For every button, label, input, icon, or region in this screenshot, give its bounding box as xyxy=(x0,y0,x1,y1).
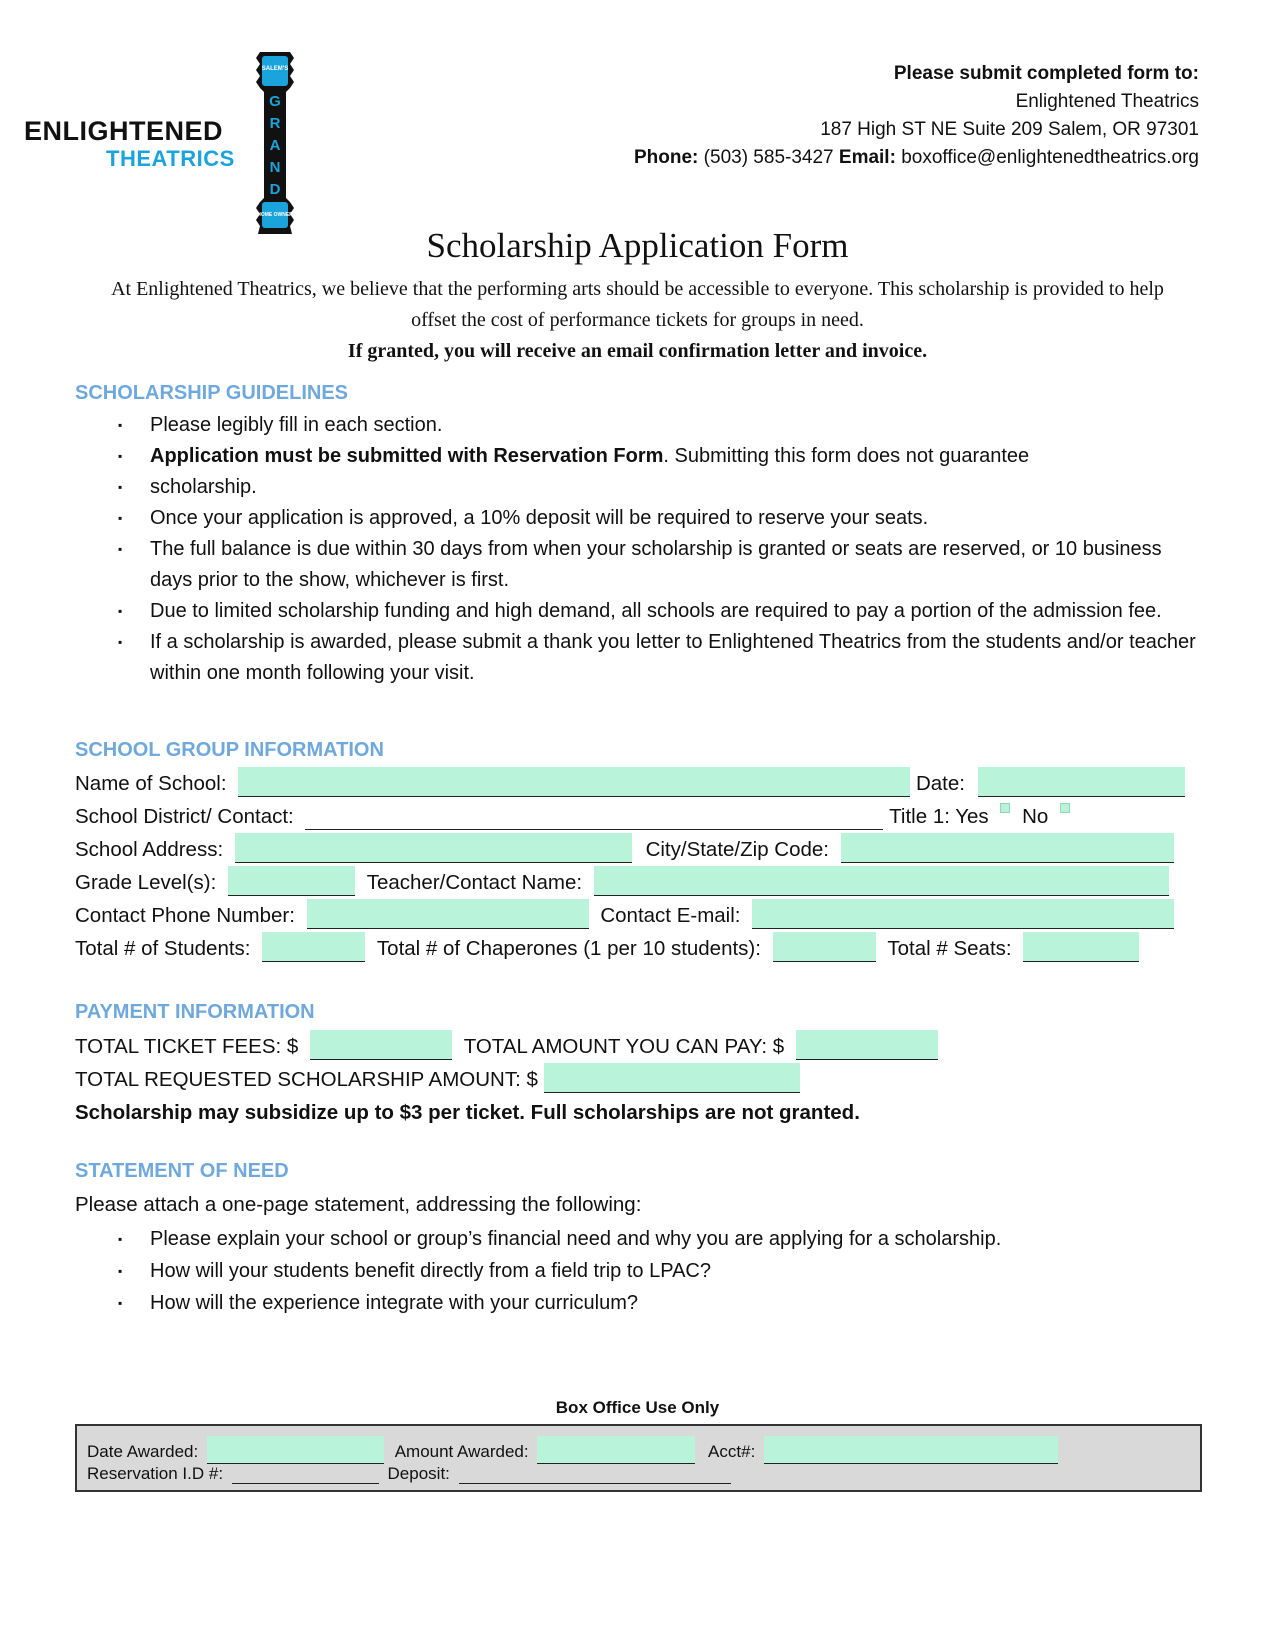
deposit-field[interactable] xyxy=(459,1462,731,1484)
row-fees xyxy=(75,1033,938,1061)
amount-awarded-label: Amount Awarded: xyxy=(394,1442,529,1461)
list-item: ▪ The full balance is due within 30 days from when your scholarship is granted or seats are reserved, or 10 business days prior to the show, whichever is first. xyxy=(118,534,1208,596)
teacher-label: Teacher/Contact Name: xyxy=(366,871,583,894)
list-item: ▪ How will the experience integrate with your curriculum? xyxy=(118,1287,1208,1319)
reservation-id-field[interactable] xyxy=(232,1462,379,1484)
contact-phone: (503) 585-3427 xyxy=(703,147,834,168)
school-name-field[interactable] xyxy=(238,767,910,797)
list-item: ▪ Please explain your school or group’s financial need and why you are applying for a scholarship. xyxy=(118,1223,1208,1255)
seats-label: Total # Seats: xyxy=(887,937,1012,960)
seats-field[interactable] xyxy=(1023,932,1139,962)
need-heading: STATEMENT OF NEED xyxy=(75,1160,289,1182)
can-pay-label: TOTAL AMOUNT YOU CAN PAY: $ xyxy=(463,1035,785,1058)
deposit-label: Deposit: xyxy=(387,1464,450,1483)
row-school-name xyxy=(75,770,1185,798)
list-item: ▪ Once your application is approved, a 10% deposit will be required to reserve your seats. xyxy=(118,503,1208,534)
payment-heading: PAYMENT INFORMATION xyxy=(75,1001,315,1023)
school-info-heading: SCHOOL GROUP INFORMATION xyxy=(75,739,384,761)
row-totals xyxy=(75,935,1139,963)
list-item: ▪ scholarship. xyxy=(118,472,1208,503)
intro-bold-note: If granted, you will receive an email confirmation letter and invoice. xyxy=(347,340,928,362)
list-item: ▪ Due to limited scholarship funding and high demand, all schools are required to pay a portion of the admission fee. xyxy=(118,596,1208,627)
row-grade-teacher xyxy=(75,869,1169,897)
enlightened-theatrics-logo xyxy=(24,48,294,238)
svg-text:R: R xyxy=(269,115,281,132)
requested-amount-field[interactable] xyxy=(544,1063,800,1093)
box-office-title: Box Office Use Only xyxy=(555,1398,720,1417)
guidelines-heading: SCHOLARSHIP GUIDELINES xyxy=(75,382,348,404)
reservation-id-label: Reservation I.D #: xyxy=(87,1464,224,1483)
acct-label: Acct#: xyxy=(708,1442,756,1461)
chaperones-label: Total # of Chaperones (1 per 10 students): xyxy=(376,937,761,960)
row-address xyxy=(75,836,1174,864)
guidelines-list xyxy=(118,410,1208,689)
ticket-fees-field[interactable] xyxy=(310,1030,452,1060)
need-list xyxy=(118,1223,1208,1319)
contact-phone-field[interactable] xyxy=(307,899,589,929)
title1-no-label: No xyxy=(1022,805,1049,828)
students-label: Total # of Students: xyxy=(75,937,251,960)
date-awarded-field[interactable] xyxy=(207,1436,384,1464)
row-phone-email xyxy=(75,902,1174,930)
title1-yes-label: Title 1: Yes xyxy=(889,805,989,828)
grade-level-field[interactable] xyxy=(228,866,355,896)
district-label: School District/ Contact: xyxy=(75,805,294,828)
svg-text:HOME OWNER: HOME OWNER xyxy=(257,212,293,218)
date-awarded-label: Date Awarded: xyxy=(87,1442,199,1461)
logo-text-theatrics: THEATRICS xyxy=(106,146,235,171)
address-field[interactable] xyxy=(235,833,632,863)
list-item: ▪ Please legibly fill in each section. xyxy=(118,410,1208,441)
address-label: School Address: xyxy=(75,838,224,861)
contact-email-field[interactable] xyxy=(752,899,1174,929)
teacher-name-field[interactable] xyxy=(594,866,1169,896)
email-label: Email: xyxy=(838,147,896,168)
contact-email: boxoffice@enlightenedtheatrics.org xyxy=(901,147,1199,168)
page-title: Scholarship Application Form xyxy=(426,226,849,265)
row-district xyxy=(75,803,1076,831)
date-label: Date: xyxy=(915,772,965,795)
box-office-row-1 xyxy=(87,1440,1058,1464)
payment-note: Scholarship may subsidize up to $3 per ticket. Full scholarships are not granted. xyxy=(75,1101,860,1124)
box-office-row-2 xyxy=(87,1462,731,1486)
intro-paragraph xyxy=(100,274,1175,367)
svg-text:G: G xyxy=(269,93,281,110)
logo-text-enlightened: ENLIGHTENED xyxy=(24,116,224,146)
contact-address: 187 High ST NE Suite 209 Salem, OR 97301 xyxy=(820,119,1199,140)
contact-org: Enlightened Theatrics xyxy=(1015,91,1199,112)
title1-no-checkbox[interactable] xyxy=(1060,803,1070,813)
school-name-label: Name of School: xyxy=(75,772,227,795)
district-field[interactable] xyxy=(305,800,883,830)
can-pay-field[interactable] xyxy=(796,1030,938,1060)
list-item: ▪ If a scholarship is awarded, please submit a thank you letter to Enlightened Theatrics from the students and/or teacher within one month following your visit. xyxy=(118,627,1208,689)
contact-heading: Please submit completed form to: xyxy=(893,63,1199,84)
title1-yes-checkbox[interactable] xyxy=(1000,803,1010,813)
need-intro: Please attach a one-page statement, addressing the following: xyxy=(75,1193,642,1216)
grade-label: Grade Level(s): xyxy=(75,871,217,894)
contact-email-label: Contact E-mail: xyxy=(600,904,741,927)
city-label: City/State/Zip Code: xyxy=(645,838,830,861)
list-item: ▪ How will your students benefit directly from a field trip to LPAC? xyxy=(118,1255,1208,1287)
students-field[interactable] xyxy=(262,932,365,962)
phone-label: Phone: xyxy=(634,147,699,168)
chaperones-field[interactable] xyxy=(773,932,876,962)
requested-label: TOTAL REQUESTED SCHOLARSHIP AMOUNT: $ xyxy=(75,1068,538,1091)
acct-field[interactable] xyxy=(764,1436,1058,1464)
submission-contact-block xyxy=(634,60,1199,172)
box-office-panel xyxy=(75,1424,1202,1492)
ticket-fees-label: TOTAL TICKET FEES: $ xyxy=(75,1035,299,1058)
phone-label: Contact Phone Number: xyxy=(75,904,295,927)
intro-text: At Enlightened Theatrics, we believe that the performing arts should be accessible to everyone. This scholarship is provided to help offset the cost of performance tickets for groups in need. xyxy=(111,278,1164,331)
row-requested xyxy=(75,1066,800,1094)
svg-text:SALEM'S: SALEM'S xyxy=(261,66,289,72)
svg-text:D: D xyxy=(269,181,281,198)
svg-text:N: N xyxy=(269,159,281,176)
date-field[interactable] xyxy=(978,767,1185,797)
list-item: ▪ Application must be submitted with Reservation Form. Submitting this form does not guarantee xyxy=(118,441,1208,472)
grand-theater-sign-icon xyxy=(252,48,298,236)
amount-awarded-field[interactable] xyxy=(537,1436,695,1464)
city-state-zip-field[interactable] xyxy=(841,833,1174,863)
svg-text:A: A xyxy=(269,137,281,154)
